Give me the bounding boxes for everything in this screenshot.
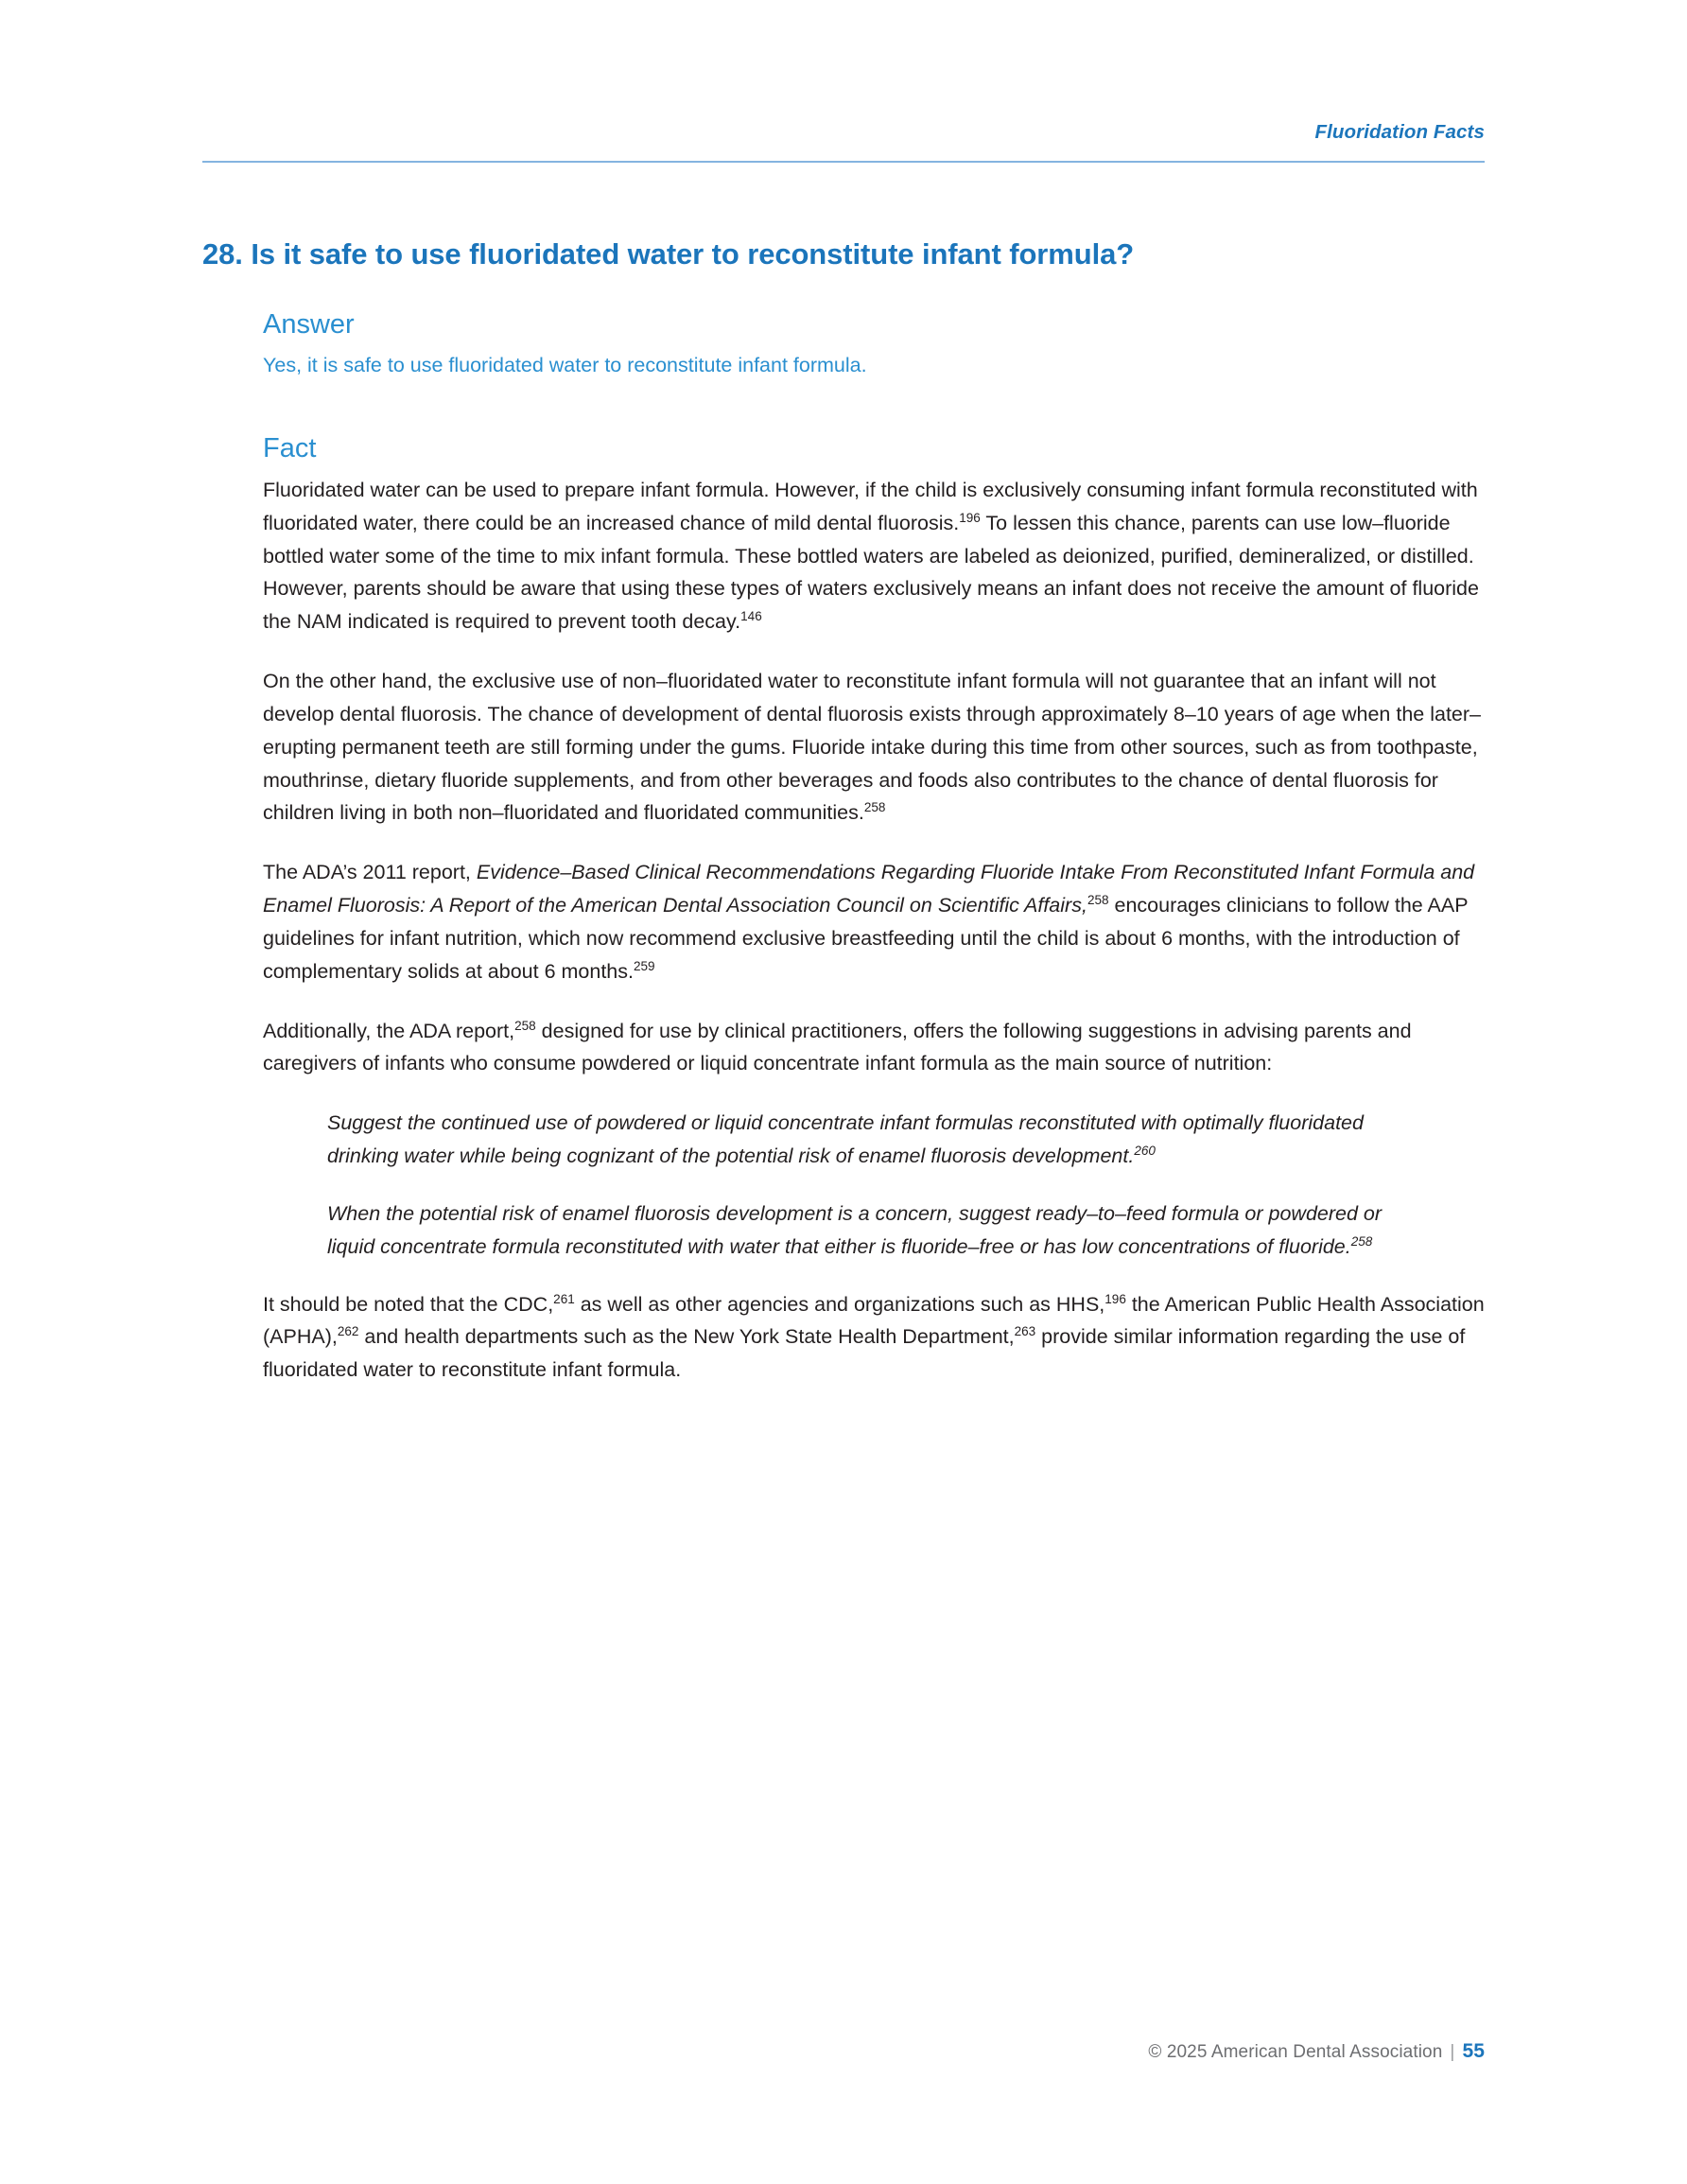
reference-259: 259	[633, 958, 655, 973]
reference-196: 196	[959, 510, 981, 525]
blockquote-2-text: When the potential risk of enamel fluorosis development is a concern, suggest ready–to–feed formula or powdered or liquid concentrate formula reconstituted with water that either is fluoride–free or has low concentrations of fluoride.	[327, 1201, 1383, 1258]
question-number: 28.	[202, 237, 243, 271]
question-text: Is it safe to use fluoridated water to reconstitute infant formula?	[251, 237, 1135, 271]
paragraph-5-part-b: as well as other agencies and organizations such as HHS,	[574, 1292, 1105, 1316]
reference-258-d: 258	[1350, 1233, 1373, 1249]
paragraph-5	[263, 1288, 1485, 1387]
blockquote-2	[327, 1197, 1419, 1264]
page-footer	[1148, 2040, 1485, 2063]
page-content	[202, 236, 1485, 1387]
reference-258-c: 258	[514, 1018, 536, 1033]
reference-261: 261	[553, 1291, 575, 1306]
reference-260: 260	[1134, 1143, 1156, 1158]
paragraph-5-part-e: provide similar information regarding the use of fluoridated water to reconstitute infant formula.	[263, 1325, 1466, 1382]
reference-146: 146	[740, 609, 762, 624]
paragraph-4	[263, 1015, 1485, 1081]
header-title: Fluoridation Facts	[1314, 121, 1485, 143]
paragraph-1	[263, 474, 1485, 638]
footer-separator: |	[1450, 2042, 1455, 2062]
paragraph-3	[263, 856, 1485, 987]
page-header	[202, 121, 1485, 163]
blockquote-1	[327, 1107, 1419, 1173]
fact-heading: Fact	[263, 433, 317, 463]
page-number: 55	[1462, 2040, 1485, 2062]
blockquote-1-text: Suggest the continued use of powdered or liquid concentrate infant formulas reconstituted with optimally fluoridated drinking water while being cognizant of the potential risk of enamel fluorosis development.	[327, 1111, 1364, 1168]
paragraph-4-part-a: Additionally, the ADA report,	[263, 1019, 515, 1042]
question-heading	[202, 236, 1485, 273]
paragraph-5-part-d: and health departments such as the New York State Health Department,	[358, 1325, 1015, 1349]
paragraph-4-part-b: designed for use by clinical practitioners, offers the following suggestions in advising parents and caregivers of infants who consume powdered or liquid concentrate infant formula as the main source of nutrition:	[263, 1019, 1412, 1075]
report-title: Evidence–Based Clinical Recommendations Regarding Fluoride Intake From Reconstituted Infant Formula and Enamel Fluorosis: A Report of the American Dental Association Council on Scientific Affairs,	[263, 861, 1475, 917]
paragraph-1-part-b: To lessen this chance, parents can use low–fluoride bottled water some of the time to mix infant formula. These bottled waters are labeled as deionized, purified, demineralized, or distilled. However, parents should be aware that using these types of waters exclusively means an infant does not receive the amount of fluoride the NAM indicated is required to prevent tooth decay.	[263, 511, 1479, 634]
paragraph-1-part-a: Fluoridated water can be used to prepare infant formula. However, if the child is exclusively consuming infant formula reconstituted with fluoridated water, there could be an increased chance of mild dental fluorosis.	[263, 479, 1478, 534]
reference-258-b: 258	[1087, 892, 1109, 907]
answer-heading: Answer	[263, 308, 355, 340]
reference-196-b: 196	[1104, 1291, 1126, 1306]
reference-258-a: 258	[863, 800, 886, 815]
paragraph-2-text: On the other hand, the exclusive use of non–fluoridated water to reconstitute infant formula will not guarantee that an infant will not develop dental fluorosis. The chance of development of dental fluorosis exists through approximately 8–10 years of age when the later–erupting permanent teeth are still forming under the gums. Fluoride intake during this time from other sources, such as from toothpaste, mouthrinse, dietary fluoride supplements, and from other beverages and foods also contributes to the chance of dental fluorosis for children living in both non–fluoridated and fluoridated communities.	[263, 670, 1482, 825]
copyright-text: © 2025 American Dental Association	[1148, 2042, 1443, 2062]
header-divider	[202, 161, 1485, 163]
reference-262: 262	[337, 1324, 359, 1339]
paragraph-2	[263, 665, 1485, 830]
reference-263: 263	[1014, 1324, 1036, 1339]
paragraph-5-part-c: the American Public Health Association (APHA),	[263, 1292, 1485, 1349]
paragraph-3-part-a: The ADA’s 2011 report,	[263, 861, 477, 884]
paragraph-5-part-a: It should be noted that the CDC,	[263, 1292, 554, 1316]
paragraph-3-part-b: encourages clinicians to follow the AAP guidelines for infant nutrition, which now recommend exclusive breastfeeding until the child is about 6 months, with the introduction of complementary solids at about 6 months.	[263, 894, 1469, 983]
answer-text: Yes, it is safe to use fluoridated water to reconstitute infant formula.	[263, 353, 867, 376]
